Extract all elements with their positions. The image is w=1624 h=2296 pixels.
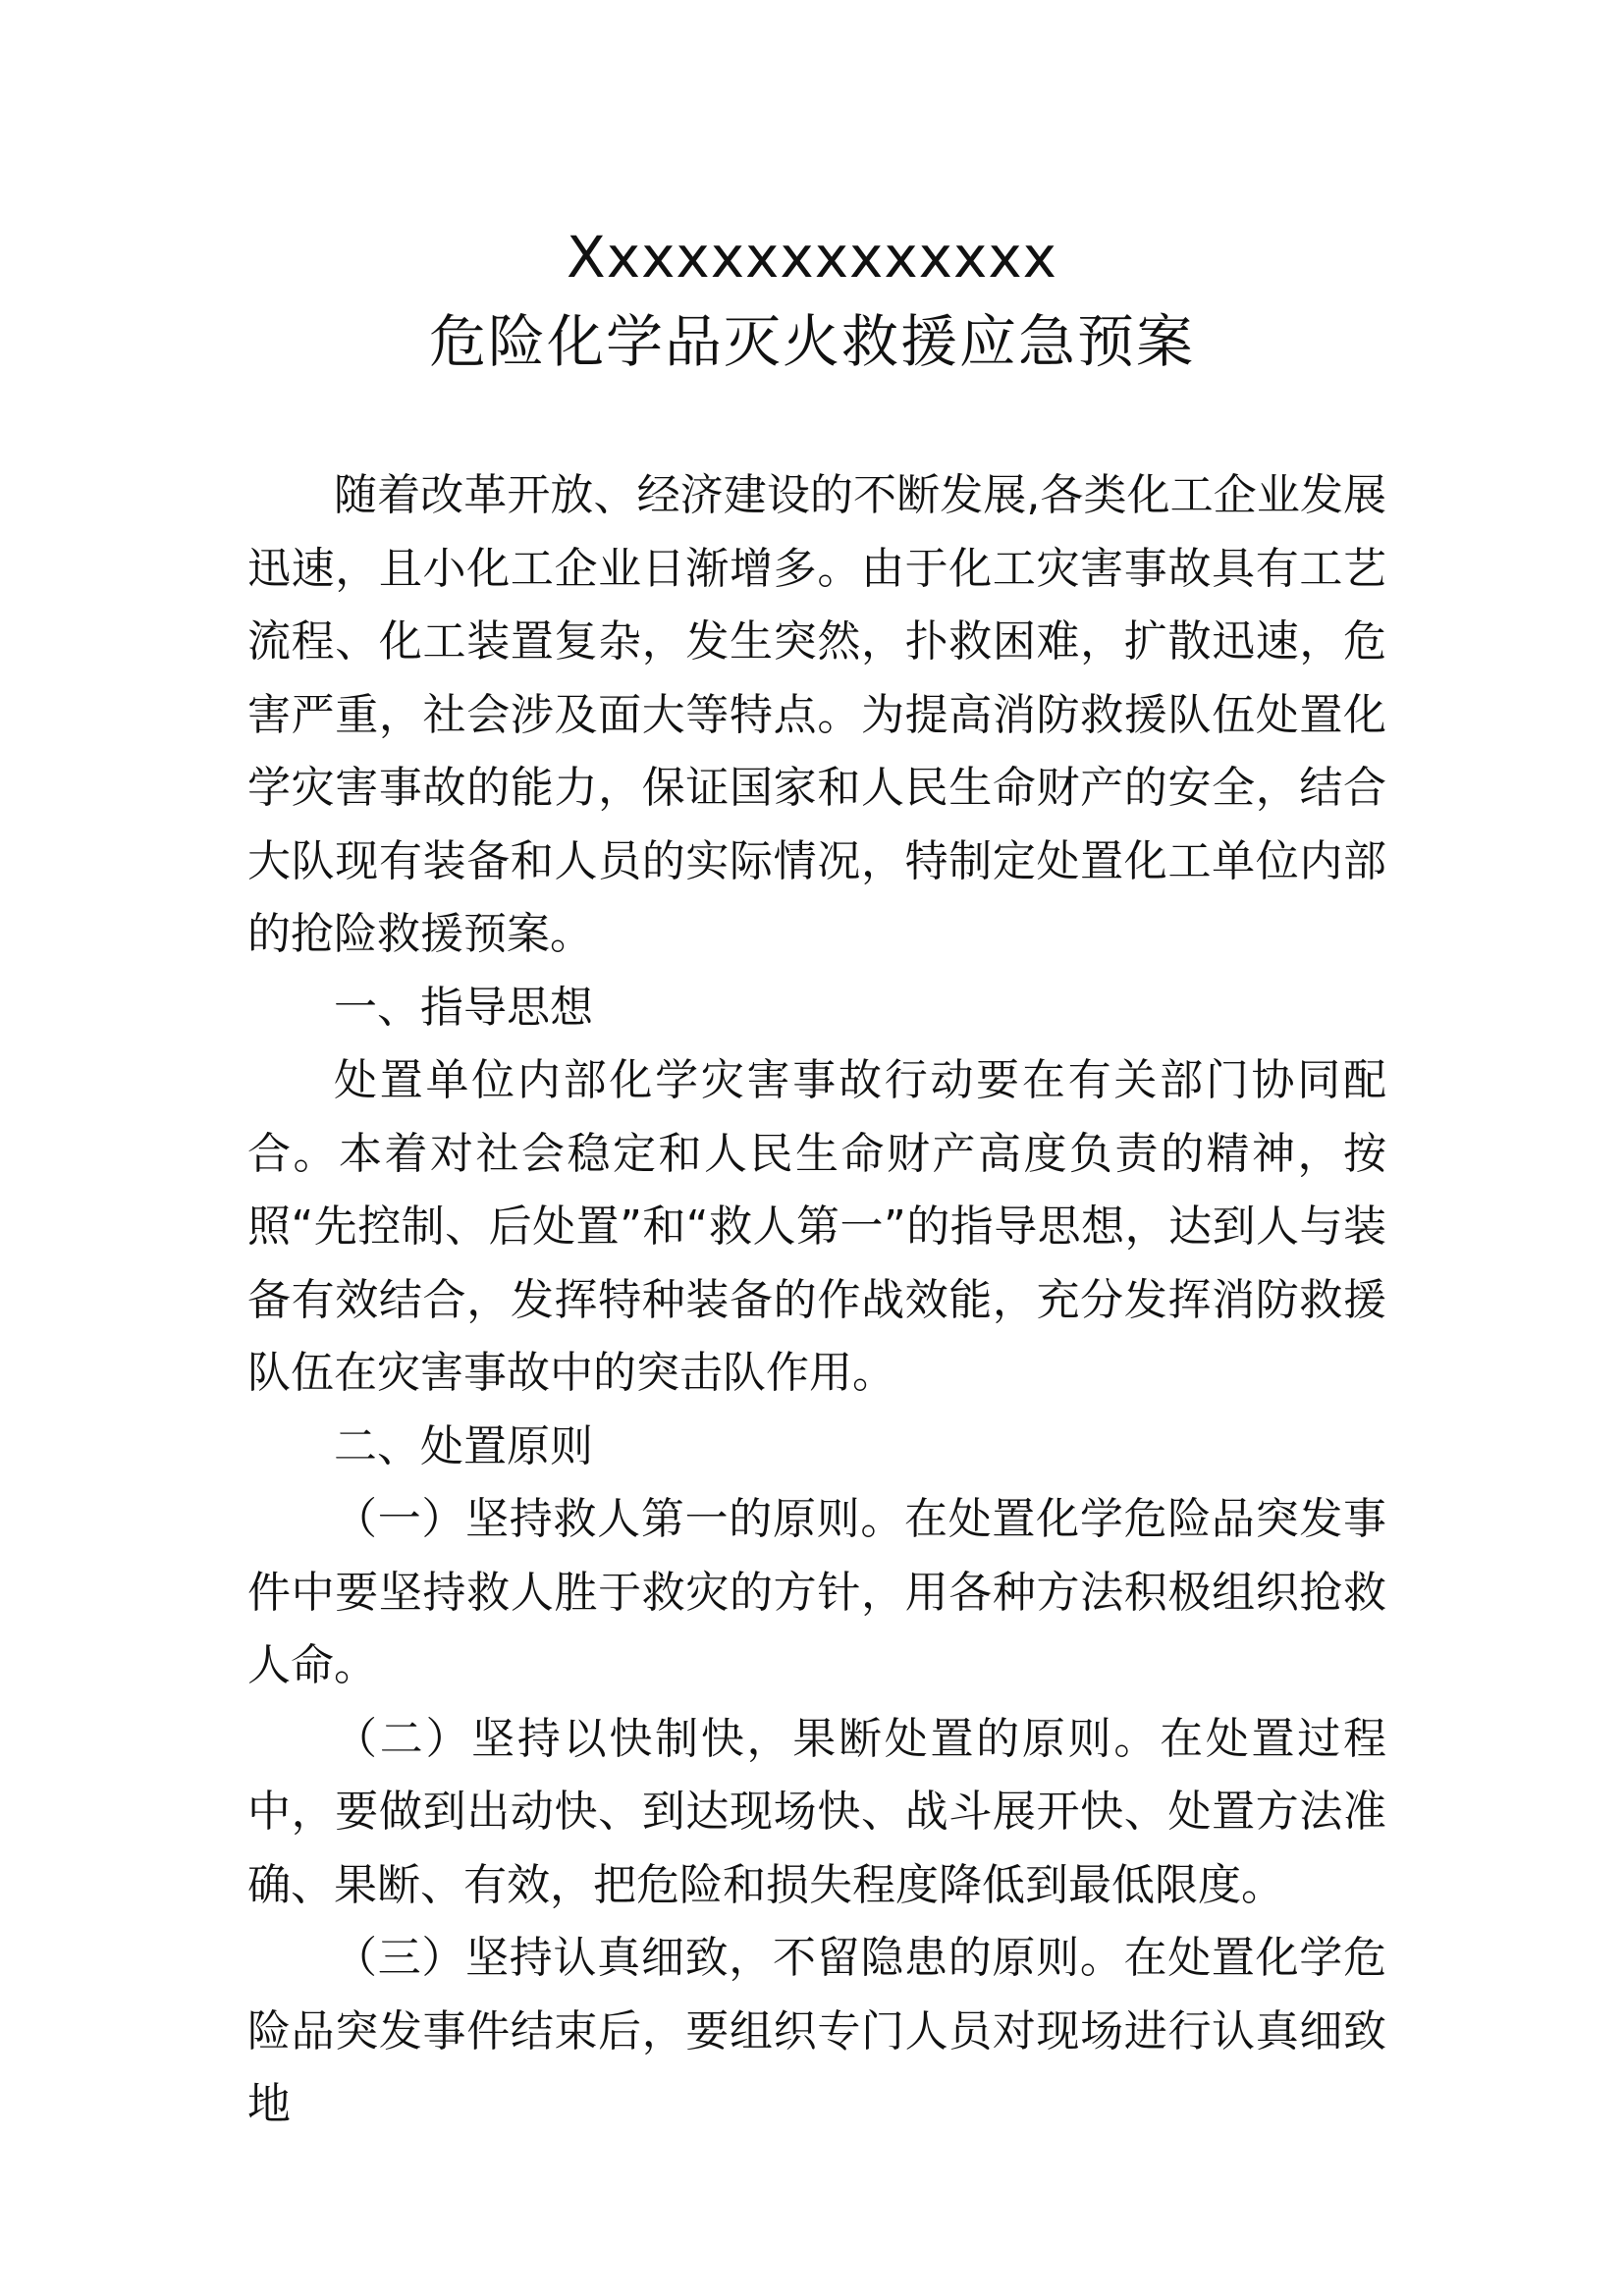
principle-1-paragraph: （一）坚持救人第一的原则。在处置化学危险品突发事件中要坚持救人胜于救灾的方针，用各种方法积极组织抢救人命。 (247, 1494, 1386, 1690)
intro-paragraph: 随着改革开放、经济建设的不断发展,各类化工企业发展迅速，且小化工企业日渐增多。由于化工灾害事故具有工艺流程、化工装置复杂，发生突然，扑救困难，扩散迅速，危害严重，社会涉及面大等特点。为提高消防救援队伍处置化学灾害事故的能力，保证国家和人民生命财产的安全，结合大队现有装备和人员的实际情况，特制定处置化工单位内部的抢险救援预案。 (247, 470, 1386, 959)
title-company-name: Xxxxxxxxxxxxxx (567, 224, 1057, 291)
document-body (247, 459, 1386, 2142)
principle-2-paragraph: （二）坚持以快制快，果断处置的原则。在处置过程中，要做到出动快、到达现场快、战斗展开快、处置方法准确、果断、有效，把危险和损失程度降低到最低限度。 (247, 1713, 1386, 1910)
document-title (0, 218, 1624, 381)
section-heading-guiding-ideology: 一、指导思想 (334, 982, 593, 1033)
principle-3-paragraph: （三）坚持认真细致，不留隐患的原则。在处置化学危险品突发事件结束后，要组织专门人员对现场进行认真细致地 (247, 1933, 1386, 2129)
section-heading-principles: 二、处置原则 (334, 1420, 593, 1471)
guiding-ideology-paragraph: 处置单位内部化学灾害事故行动要在有关部门协同配合。本着对社会稳定和人民生命财产高度负责的精神，按照“先控制、后处置”和“救人第一”的指导思想，达到人与装备有效结合，发挥特种装备的作战效能，充分发挥消防救援队伍在灾害事故中的突击队作用。 (247, 1055, 1386, 1398)
title-plan-name: 危险化学品灭火救援应急预案 (428, 308, 1195, 375)
